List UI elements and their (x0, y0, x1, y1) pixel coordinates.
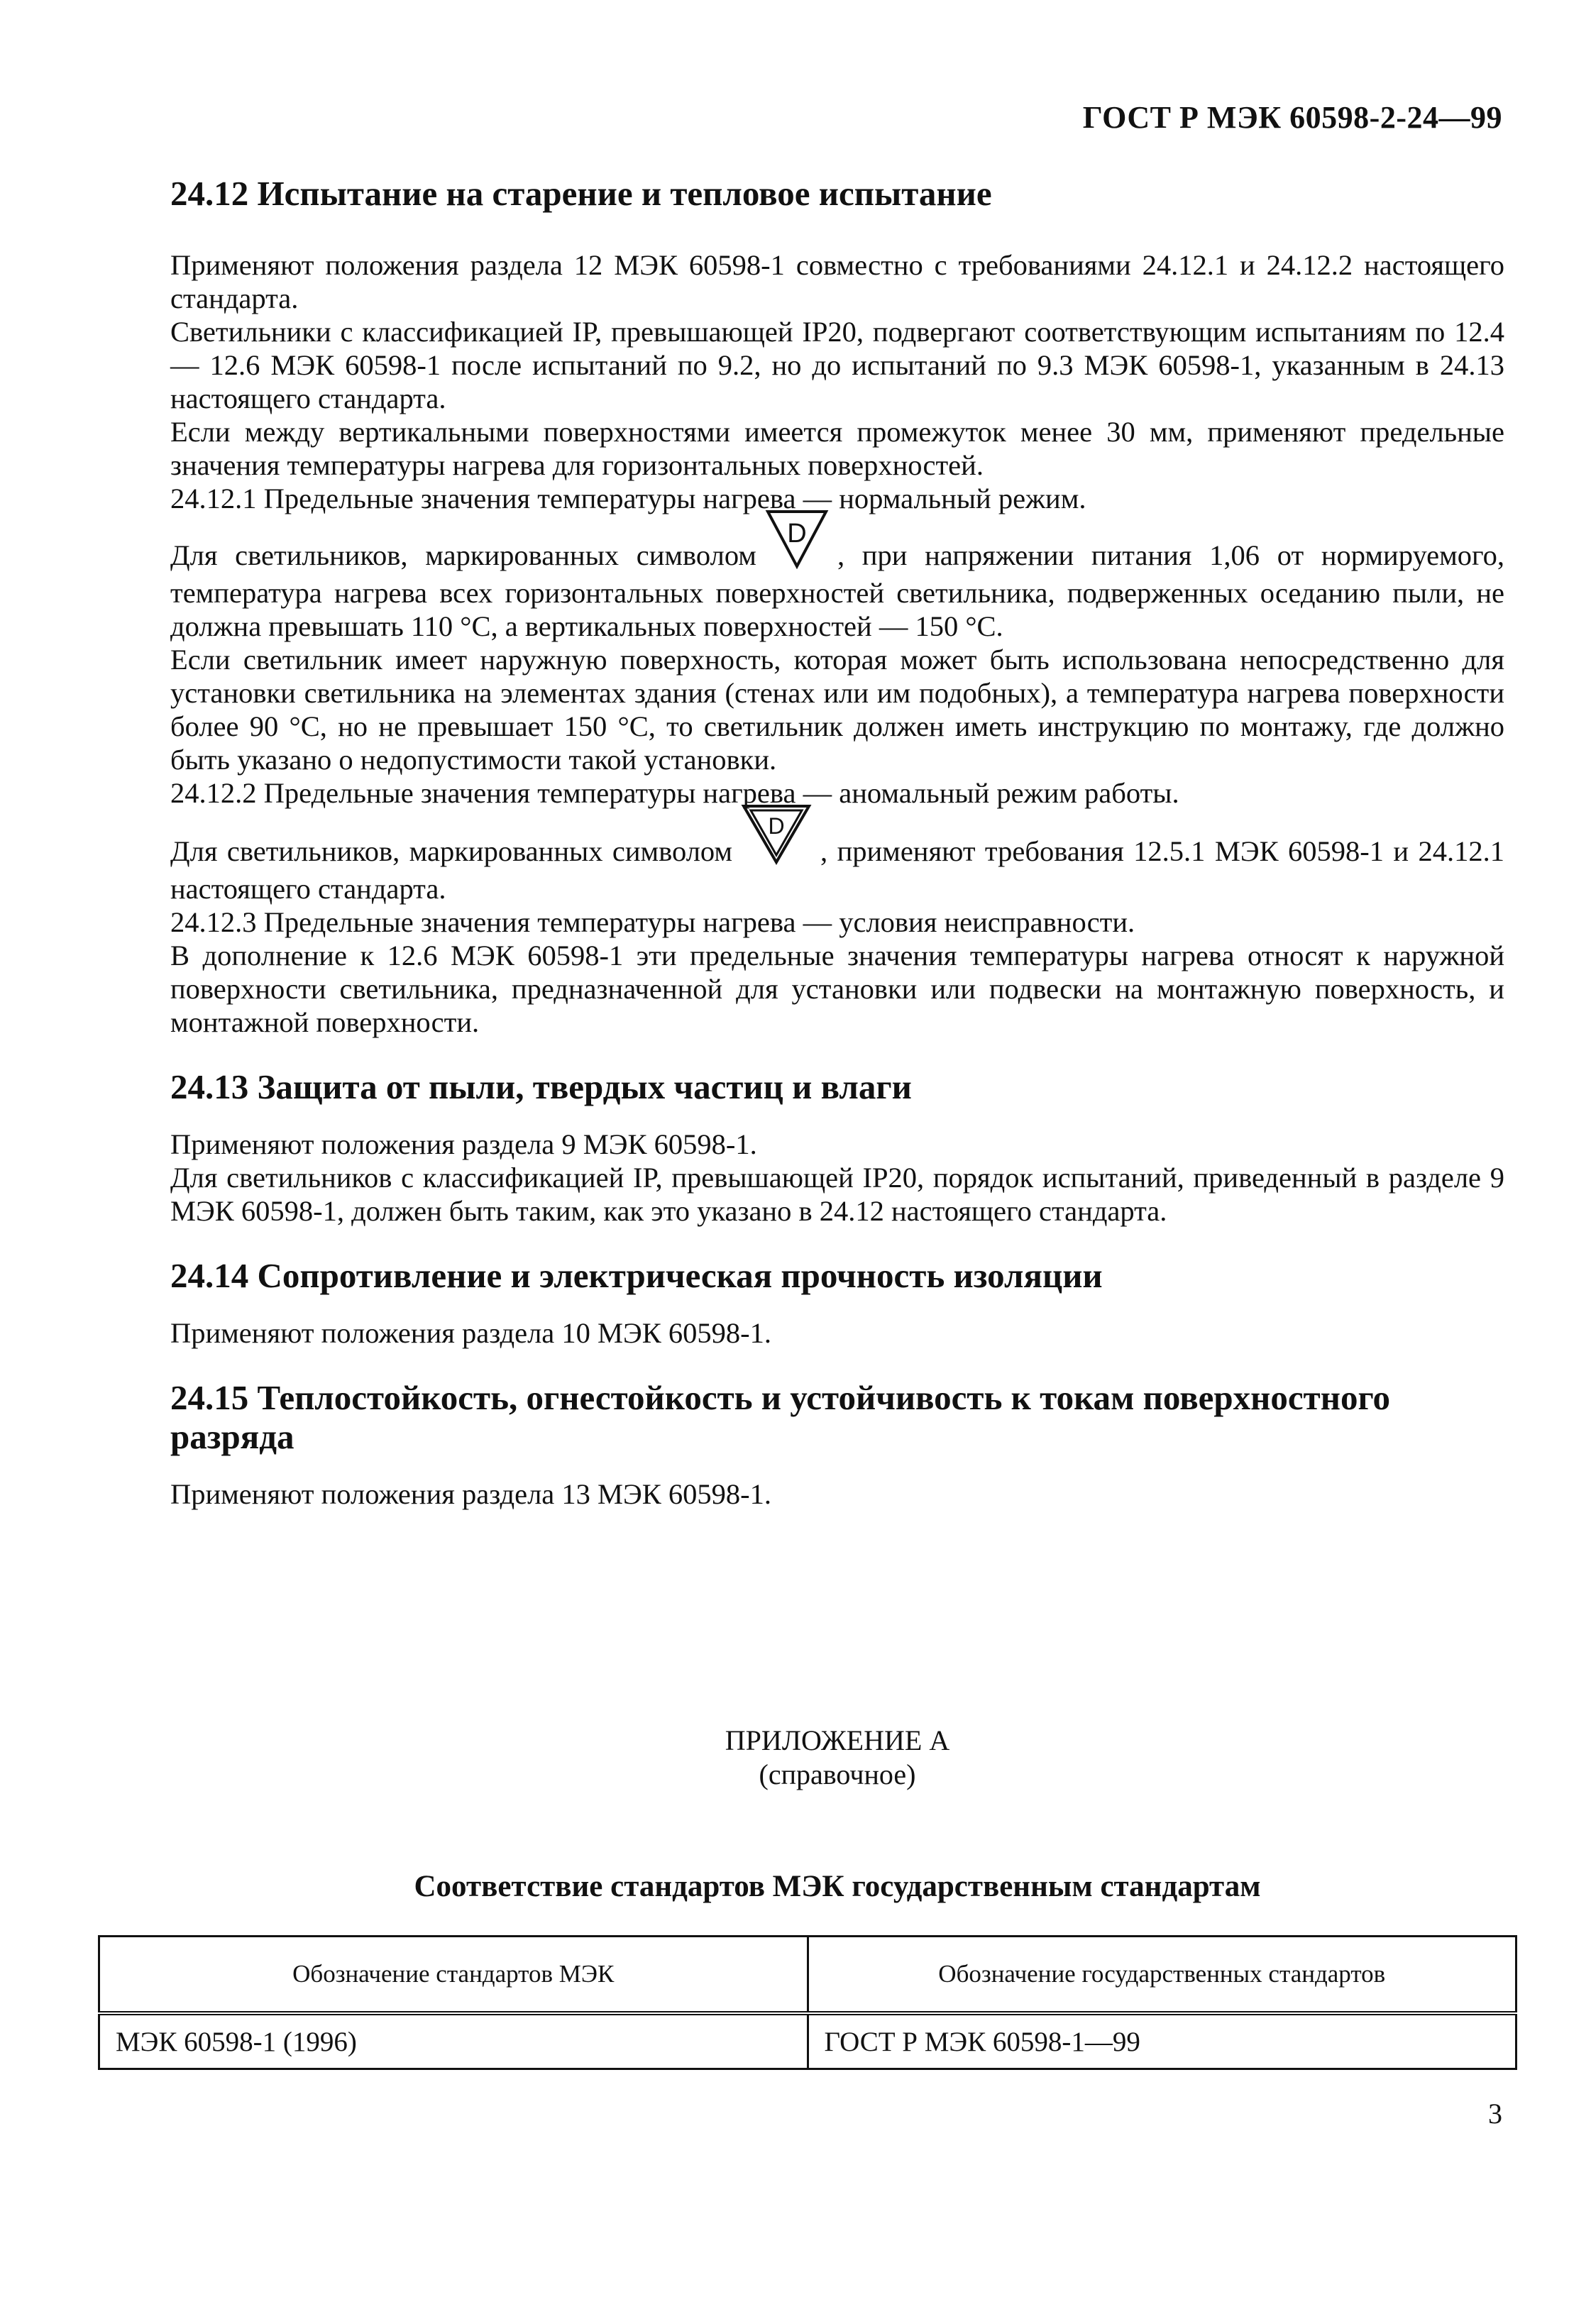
section-24-15 (170, 1378, 1504, 1511)
paragraph (170, 519, 1504, 643)
subsection-heading: 24.12.3 Предельные значения температуры нагрева — условия неисправности. (170, 906, 1135, 938)
paragraph-text: Применяют положения раздела 9 МЭК 60598-1. (170, 1128, 757, 1160)
paragraph (170, 415, 1504, 482)
paragraph-text: , при напряжении питания 1,06 от нормируемого, температура нагрева всех горизонтальных поверхностей светильника, подверженных оседанию пыли, не должна превышать 110 °С, а вертикальных поверхностей — 150 °С. (170, 539, 1504, 642)
symbol-letter: D (768, 813, 785, 839)
dust-protection-symbol-icon (765, 508, 829, 576)
section-title: 24.13 Защита от пыли, твердых частиц и влаги (170, 1067, 912, 1106)
table-title: Соответствие стандартов МЭК государственным стандартам (414, 1870, 1261, 1903)
paragraph (170, 643, 1504, 776)
section-title: 24.15 Теплостойкость, огнестойкость и устойчивость к токам поверхностного разряда (170, 1378, 1390, 1456)
paragraph (170, 939, 1504, 1039)
paragraph (170, 248, 1504, 315)
paragraph-text: Применяют положения раздела 13 МЭК 60598-1. (170, 1478, 771, 1510)
paragraph (170, 1316, 1504, 1350)
section-24-14 (170, 1256, 1504, 1350)
section-24-13 (170, 1067, 1504, 1228)
document-code-header: ГОСТ Р МЭК 60598-2-24—99 (1082, 100, 1502, 135)
page-number: 3 (1488, 2098, 1502, 2130)
standards-correspondence-table (98, 1935, 1517, 2070)
paragraph-text: В дополнение к 12.6 МЭК 60598-1 эти предельные значения температуры нагрева относят к наружной поверхности светильника, предназначенной для установки или подвески на монтажную поверхность, и монтажной поверхности. (170, 940, 1504, 1038)
paragraph-text: Применяют положения раздела 10 МЭК 60598-1. (170, 1317, 771, 1349)
paragraph-text: Для светильников с классификацией IP, превышающей IP20, порядок испытаний, приведенный в разделе 9 МЭК 60598-1, должен быть таким, как это указано в 24.12 настоящего стандарта. (170, 1162, 1504, 1227)
paragraph-text: Для светильников, маркированных символом (170, 835, 733, 867)
paragraph-text: , применяют требования 12.5.1 МЭК 60598-1 и 24.12.1 настоящего стандарта. (170, 835, 1505, 905)
paragraph (170, 1161, 1504, 1228)
page-content (116, 170, 1505, 2070)
paragraph (170, 1477, 1504, 1511)
appendix-a (116, 1724, 1504, 2070)
subsection-heading: 24.12.2 Предельные значения температуры нагрева — аномальный режим работы. (170, 777, 1179, 809)
appendix-title: ПРИЛОЖЕНИЕ А (725, 1724, 950, 1756)
section-title: 24.12 Испытание на старение и тепловое испытание (170, 174, 992, 213)
paragraph-text: Если светильник имеет наружную поверхность, которая может быть использована непосредственно для установки светильника на элементах здания (стенах или им подобных), а температура нагрева поверхности более 90 °С, но не превышает 150 °С, то светильник должен иметь инструкцию по монтажу, где должно быть указано о недопустимости такой установки. (170, 644, 1504, 776)
paragraph (170, 813, 1505, 905)
paragraph-text: Светильники с классификацией IP, превышающей IP20, подвергают соответствующим испытаниям по 12.4 — 12.6 МЭК 60598-1 после испытаний по 9.2, но до испытаний по 9.3 МЭК 60598-1, указанным в 24.13 настоящего стандарта. (170, 316, 1504, 414)
table-header-cell: Обозначение стандартов МЭК (99, 1937, 808, 2014)
symbol-letter: D (787, 519, 807, 549)
appendix-subtitle: (справочное) (759, 1758, 916, 1790)
section-title: 24.14 Сопротивление и электрическая прочность изоляции (170, 1256, 1103, 1295)
table-row (99, 2013, 1516, 2069)
paragraph-text: Если между вертикальными поверхностями имеется промежуток менее 30 мм, применяют предельные значения температуры нагрева для горизонтальных поверхностей. (170, 416, 1504, 481)
paragraph (170, 315, 1504, 415)
subsection-heading: 24.12.1 Предельные значения температуры нагрева — нормальный режим. (170, 483, 1086, 514)
paragraph-text: Применяют положения раздела 12 МЭК 60598-1 совместно с требованиями 24.12.1 и 24.12.2 настоящего стандарта. (170, 249, 1504, 314)
section-24-12 (170, 174, 1504, 1039)
table-header-cell: Обозначение государственных стандартов (808, 1937, 1516, 2014)
table-header-row (99, 1937, 1516, 2014)
paragraph-text: Для светильников, маркированных символом (170, 539, 756, 571)
table-cell: МЭК 60598-1 (1996) (99, 2013, 808, 2069)
paragraph (170, 1128, 1504, 1161)
dust-protection-symbol-icon (741, 803, 812, 872)
table-cell: ГОСТ Р МЭК 60598-1—99 (808, 2013, 1516, 2069)
